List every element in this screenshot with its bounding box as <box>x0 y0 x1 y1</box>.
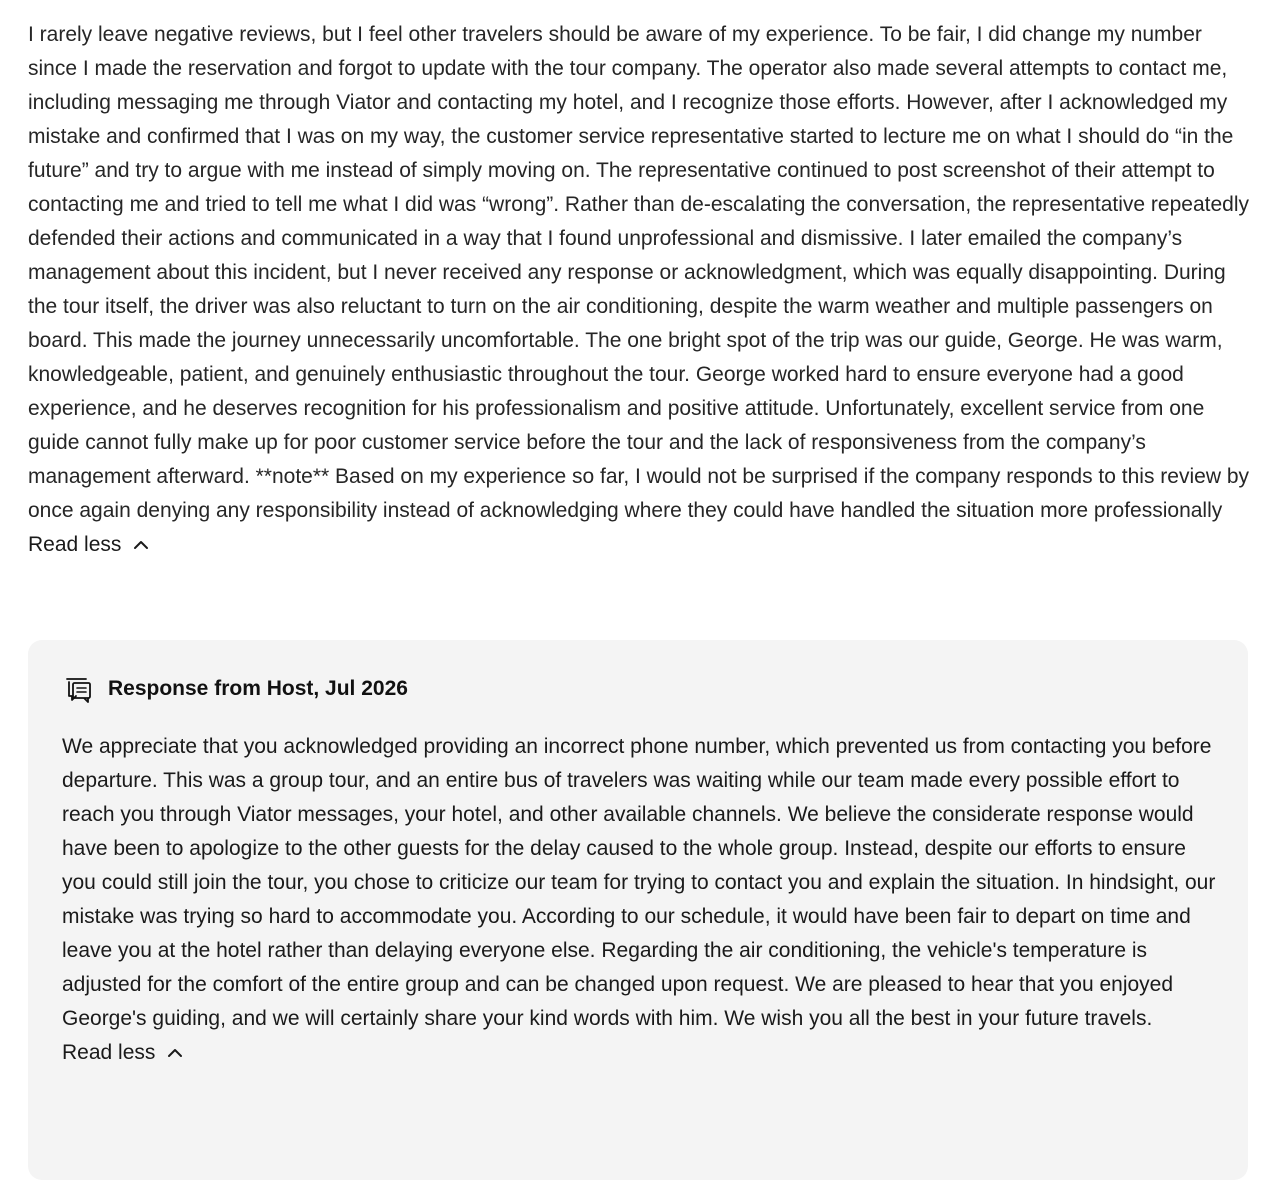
host-response-title: Response from Host, Jul 2026 <box>108 677 408 700</box>
review <box>28 18 1252 562</box>
review-read-less-button[interactable] <box>28 528 149 562</box>
read-less-label: Read less <box>28 533 122 556</box>
host-response-header <box>64 674 408 704</box>
response-read-less-button[interactable] <box>62 1036 183 1070</box>
chevron-up-icon <box>167 1045 183 1061</box>
review-text: I rarely leave negative reviews, but I feel other travelers should be aware of my experience. To be fair, I did change my number since I made the reservation and forgot to update with the tour company. The operator also made several attempts to contact me, including messaging me through Viator and contacting my hotel, and I recognize those efforts. However, after I acknowledged my mistake and confirmed that I was on my way, the customer service representative started to lecture me on what I should do “in the future” and try to argue with me instead of simply moving on. The representative continued to post screenshot of their attempt to contacting me and tried to tell me what I did was “wrong”. Rather than de-escalating the conversation, the representative repeatedly defended their actions and communicated in a way that I found unprofessional and dismissive. I later emailed the company’s management about this incident, but I never received any response or acknowledgment, which was equally disappointing. During the tour itself, the driver was also reluctant to turn on the air conditioning, despite the warm weather and multiple passengers on board. This made the journey unnecessarily uncomfortable. The one bright spot of the trip was our guide, George. He was warm, knowledgeable, patient, and genuinely enthusiastic throughout the tour. George worked hard to ensure everyone had a good experience, and he deserves recognition for his professionalism and positive attitude. Unfortunately, excellent service from one guide cannot fully make up for poor customer service before the tour and the lack of responsiveness from the company’s management afterward. **note** Based on my experience so far, I would not be surprised if the company responds to this review by once again denying any responsibility instead of acknowledging where they could have handled the situation more professionally <box>28 23 1250 522</box>
host-response-body <box>62 730 1222 1070</box>
chat-bubble-icon <box>64 674 94 704</box>
host-response-text: We appreciate that you acknowledged providing an incorrect phone number, which prevented us from contacting you before departure. This was a group tour, and an entire bus of travelers was waiting while our team made every possible effort to reach you through Viator messages, your hotel, and other available channels. We believe the considerate response would have been to apologize to the other guests for the delay caused to the whole group. Instead, despite our efforts to ensure you could still join the tour, you chose to criticize our team for trying to contact you and explain the situation. In hindsight, our mistake was trying so hard to accommodate you. According to our schedule, it would have been fair to depart on time and leave you at the hotel rather than delaying everyone else. Regarding the air conditioning, the vehicle's temperature is adjusted for the comfort of the entire group and can be changed upon request. We are pleased to hear that you enjoyed George's guiding, and we will certainly share your kind words with him. We wish you all the best in your future travels. <box>62 735 1216 1030</box>
chevron-up-icon <box>133 537 149 553</box>
read-less-label: Read less <box>62 1041 156 1064</box>
host-response-card <box>28 640 1248 1180</box>
